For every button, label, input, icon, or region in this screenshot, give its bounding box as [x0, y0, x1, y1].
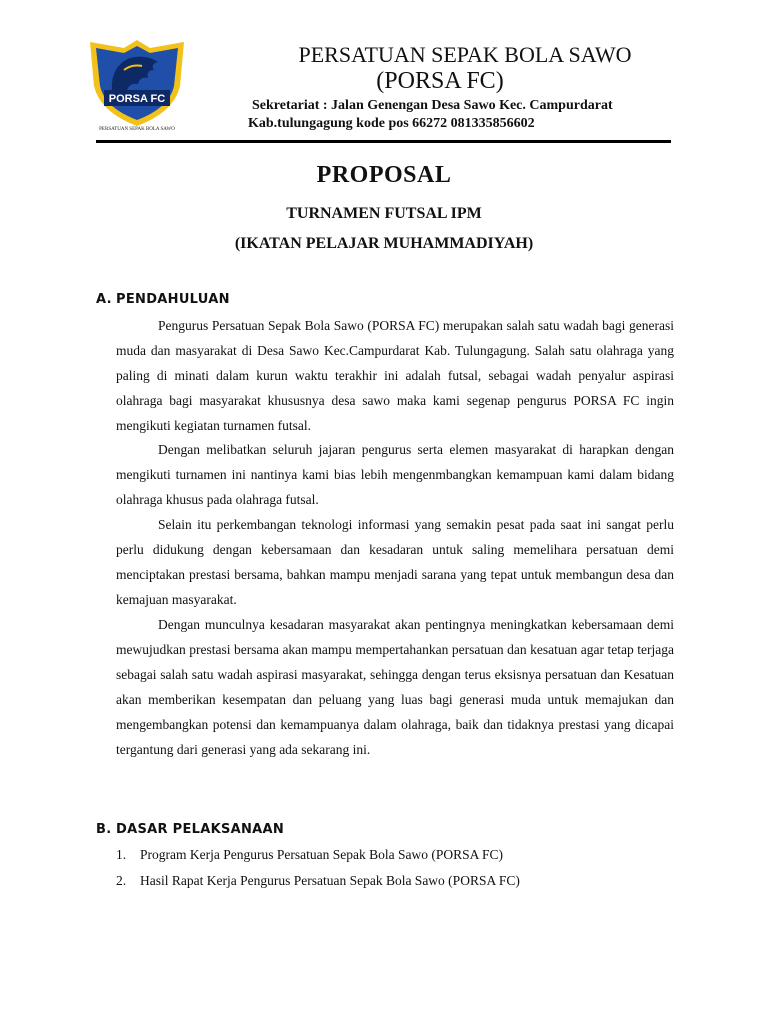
document-subtitle-2: (IKATAN PELAJAR MUHAMMADIYAH)	[234, 235, 534, 252]
paragraph-text: Selain itu perkembangan teknologi informasi yang semakin pesat pada saat ini sangat perlu perlu didukung dengan kebersamaan dan kesadaran untuk saling memelihara persatuan demi menciptakan prestasi bersama, bahkan mampu menjadi sarana yang tepat untuk membangun desa dan kemajuan masyarakat.	[116, 517, 674, 607]
address-line-1: Sekretariat : Jalan Genengan Desa Sawo Kec. Campurdarat	[252, 98, 613, 113]
letterhead-divider	[96, 140, 671, 143]
logo-text: PORSA FC	[108, 93, 166, 105]
paragraph	[116, 437, 674, 512]
paragraph	[116, 313, 674, 438]
address-line-2: Kab.tulungagung kode pos 66272 081335856602	[248, 116, 535, 131]
document-title: PROPOSAL	[316, 162, 452, 188]
list-item-text: Hasil Rapat Kerja Pengurus Persatuan Sepak Bola Sawo (PORSA FC)	[140, 873, 520, 888]
list-item-text: Program Kerja Pengurus Persatuan Sepak Bola Sawo (PORSA FC)	[140, 847, 503, 862]
porsa-fc-logo	[84, 36, 190, 132]
list-item	[116, 842, 676, 868]
section-b-title: DASAR PELAKSANAAN	[116, 822, 285, 837]
org-short-name: (PORSA FC)	[376, 68, 504, 94]
section-a-title: PENDAHULUAN	[116, 292, 230, 307]
logo-caption: PERSATUAN SEPAK BOLA SAWO	[99, 127, 175, 132]
list-item-number: 2.	[116, 873, 127, 888]
list-item	[116, 868, 676, 894]
paragraph-text: Dengan melibatkan seluruh jajaran pengurus serta elemen masyarakat di harapkan dengan mengikuti turnamen ini nantinya kami bias lebih mengenmbangkan kemampuan kami dalam bidang olahraga khusus pada olahraga futsal.	[116, 442, 674, 507]
section-b-heading	[96, 822, 284, 837]
paragraph-text: Dengan munculnya kesadaran masyarakat akan pentingnya meningkatkan kebersamaan demi mewujudkan prestasi bersama akan mampu mempertahankan persatuan dan kesatuan agar tetap terjaga sebagai salah satu wadah aspirasi masyarakat, sehingga dengan terus eksisnya persatuan dan Kesatuan akan memberikan kesempatan dan peluang yang luas bagi generasi muda untuk memajukan dan mengembangkan potensi dan kemampuanya dalam olahraga, baik dan tidaknya prestasi yang dicapai tergantung dari generasi yang ada sekarang ini.	[116, 617, 674, 757]
section-a-letter: A.	[96, 292, 112, 307]
list-item-number: 1.	[116, 847, 127, 862]
paragraph	[116, 612, 674, 762]
section-b-letter: B.	[96, 822, 112, 837]
basis-list	[116, 842, 676, 894]
paragraph	[116, 512, 674, 612]
org-name: PERSATUAN SEPAK BOLA SAWO	[298, 42, 632, 67]
section-a-heading	[96, 292, 230, 307]
paragraph-text: Pengurus Persatuan Sepak Bola Sawo (PORSA FC) merupakan salah satu wadah bagi generasi muda dan masyarakat di Desa Sawo Kec.Campurdarat Kab. Tulungagung. Salah satu olahraga yang paling di minati dalam kurun waktu terakhir ini adalah futsal, sebagai wadah penyalur aspirasi olahraga bagi masyarakat khususnya desa sawo maka kami segenap pengurus PORSA FC ingin mengikuti kegiatan turnamen futsal.	[116, 318, 674, 433]
document-subtitle-1: TURNAMEN FUTSAL IPM	[286, 205, 482, 222]
